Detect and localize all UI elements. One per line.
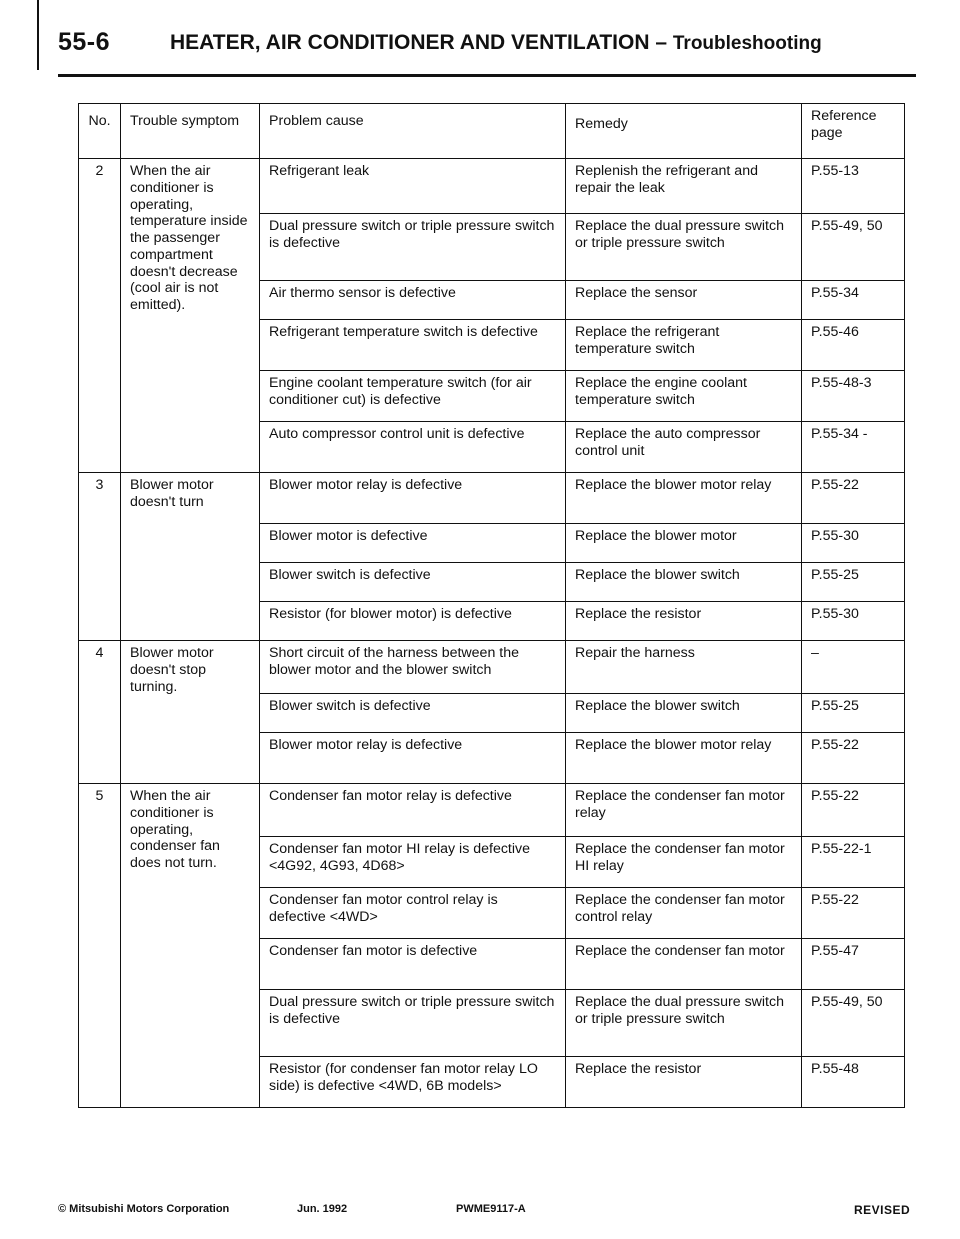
section-subtitle: Troubleshooting [672,33,822,54]
table-row [79,159,905,214]
table-row [79,784,905,837]
remedy: Replace the resistor [566,602,802,641]
problem-cause: Refrigerant temperature switch is defective [260,320,566,371]
problem-cause: Condenser fan motor relay is defective [260,784,566,837]
title-dash: – [655,31,668,54]
row-number: 4 [79,641,121,784]
reference-page: P.55-22-1 [802,837,905,888]
margin-bar [37,0,39,70]
problem-cause: Short circuit of the harness between the blower motor and the blower switch [260,641,566,694]
reference-page: P.55-30 [802,602,905,641]
problem-cause: Condenser fan motor is defective [260,939,566,990]
row-number: 5 [79,784,121,1108]
reference-page: P.55-22 [802,784,905,837]
reference-page: P.55-22 [802,888,905,939]
remedy: Repair the harness [566,641,802,694]
reference-page: P.55-47 [802,939,905,990]
problem-cause: Engine coolant temperature switch (for air conditioner cut) is defective [260,371,566,422]
problem-cause: Blower switch is defective [260,563,566,602]
problem-cause: Blower switch is defective [260,694,566,733]
remedy: Replace the blower motor relay [566,733,802,784]
remedy: Replace the blower switch [566,563,802,602]
remedy: Replace the condenser fan motor [566,939,802,990]
problem-cause: Resistor (for condenser fan motor relay LO side) is defective <4WD, 6B models> [260,1057,566,1108]
remedy: Replace the engine coolant temperature switch [566,371,802,422]
remedy: Replace the blower motor relay [566,473,802,524]
reference-page: P.55-25 [802,563,905,602]
section-title: HEATER, AIR CONDITIONER AND VENTILATION [170,31,650,54]
page-header [58,28,918,84]
reference-page: – [802,641,905,694]
column-header-remedy: Remedy [566,104,802,159]
troubleshooting-table [78,103,905,1108]
remedy: Replace the refrigerant temperature switch [566,320,802,371]
problem-cause: Blower motor relay is defective [260,733,566,784]
problem-cause: Auto compressor control unit is defective [260,422,566,473]
header-rule [58,74,916,77]
remedy: Replace the auto compressor control unit [566,422,802,473]
column-header-reference: Reference page [802,104,905,159]
remedy: Replace the condenser fan motor HI relay [566,837,802,888]
reference-page: P.55-25 [802,694,905,733]
footer-document-code: PWME9117-A [456,1203,526,1215]
footer-status: REVISED [854,1203,911,1217]
trouble-symptom: When the air conditioner is operating, condenser fan does not turn. [121,784,260,1108]
remedy: Replace the condenser fan motor relay [566,784,802,837]
remedy: Replace the resistor [566,1057,802,1108]
table-row [79,473,905,524]
page-number: 55-6 [58,28,111,56]
remedy: Replace the condenser fan motor control relay [566,888,802,939]
reference-page: P.55-48 [802,1057,905,1108]
table-row [79,641,905,694]
reference-page: P.55-34 - [802,422,905,473]
trouble-symptom: When the air conditioner is operating, temperature inside the passenger compartment doesn't decrease (cool air is not emitted). [121,159,260,473]
remedy: Replace the dual pressure switch or triple pressure switch [566,990,802,1057]
reference-page: P.55-22 [802,733,905,784]
trouble-symptom: Blower motor doesn't stop turning. [121,641,260,784]
problem-cause: Blower motor is defective [260,524,566,563]
problem-cause: Condenser fan motor HI relay is defective <4G92, 4G93, 4D68> [260,837,566,888]
remedy: Replace the blower motor [566,524,802,563]
column-header-symptom: Trouble symptom [121,104,260,159]
problem-cause: Refrigerant leak [260,159,566,214]
footer-date: Jun. 1992 [297,1203,348,1215]
page-title [170,31,822,55]
remedy: Replace the sensor [566,281,802,320]
remedy: Replace the blower switch [566,694,802,733]
problem-cause: Air thermo sensor is defective [260,281,566,320]
footer-copyright: © Mitsubishi Motors Corporation [58,1203,230,1215]
reference-page: P.55-13 [802,159,905,214]
problem-cause: Dual pressure switch or triple pressure switch is defective [260,214,566,281]
trouble-symptom: Blower motor doesn't turn [121,473,260,641]
table-header-row [79,104,905,159]
problem-cause: Condenser fan motor control relay is defective <4WD> [260,888,566,939]
problem-cause: Resistor (for blower motor) is defective [260,602,566,641]
reference-page: P.55-22 [802,473,905,524]
reference-page: P.55-30 [802,524,905,563]
reference-page: P.55-49, 50 [802,214,905,281]
column-header-no: No. [79,104,121,159]
row-number: 3 [79,473,121,641]
reference-page: P.55-46 [802,320,905,371]
reference-page: P.55-49, 50 [802,990,905,1057]
reference-page: P.55-48-3 [802,371,905,422]
row-number: 2 [79,159,121,473]
reference-page: P.55-34 [802,281,905,320]
problem-cause: Dual pressure switch or triple pressure switch is defective [260,990,566,1057]
remedy: Replace the dual pressure switch or triple pressure switch [566,214,802,281]
problem-cause: Blower motor relay is defective [260,473,566,524]
column-header-cause: Problem cause [260,104,566,159]
remedy: Replenish the refrigerant and repair the leak [566,159,802,214]
